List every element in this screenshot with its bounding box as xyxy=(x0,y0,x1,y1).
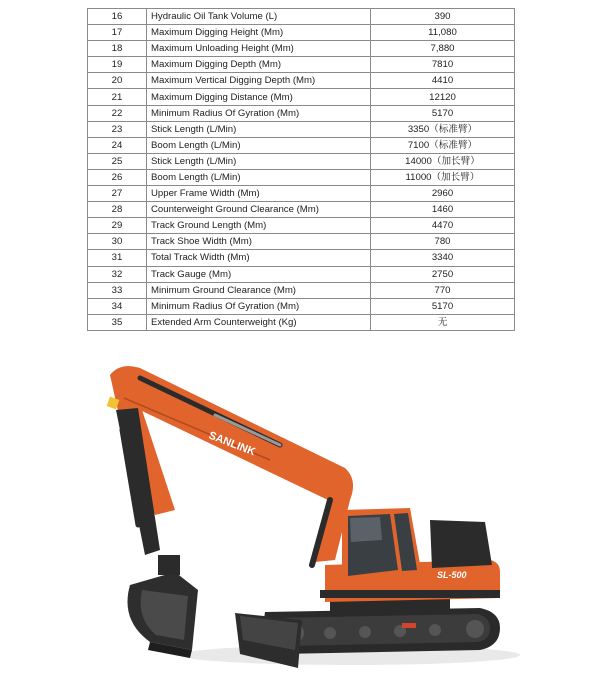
spec-value: 5170 xyxy=(371,298,515,314)
spec-name: Stick Length (L/Min) xyxy=(147,121,371,137)
spec-value: 4410 xyxy=(371,73,515,89)
spec-number: 16 xyxy=(88,9,147,25)
spec-number: 27 xyxy=(88,186,147,202)
spec-row xyxy=(88,282,515,298)
spec-table xyxy=(87,8,515,331)
spec-name: Boom Length (L/Min) xyxy=(147,137,371,153)
spec-row xyxy=(88,169,515,185)
spec-name: Minimum Ground Clearance (Mm) xyxy=(147,282,371,298)
spec-value: 2960 xyxy=(371,186,515,202)
spec-row xyxy=(88,186,515,202)
spec-row xyxy=(88,121,515,137)
track-logo-plate xyxy=(402,623,416,628)
spec-value: 11,080 xyxy=(371,25,515,41)
spec-number: 24 xyxy=(88,137,147,153)
spec-name: Track Gauge (Mm) xyxy=(147,266,371,282)
spec-name: Maximum Digging Distance (Mm) xyxy=(147,89,371,105)
spec-number: 28 xyxy=(88,202,147,218)
spec-name: Upper Frame Width (Mm) xyxy=(147,186,371,202)
spec-number: 30 xyxy=(88,234,147,250)
spec-name: Minimum Radius Of Gyration (Mm) xyxy=(147,298,371,314)
spec-number: 34 xyxy=(88,298,147,314)
spec-number: 25 xyxy=(88,153,147,169)
spec-row xyxy=(88,202,515,218)
spec-number: 20 xyxy=(88,73,147,89)
brand-label: SANLINK xyxy=(206,429,257,459)
spec-name: Maximum Digging Depth (Mm) xyxy=(147,57,371,73)
spec-value: 2750 xyxy=(371,266,515,282)
spec-row xyxy=(88,9,515,25)
spec-number: 21 xyxy=(88,89,147,105)
spec-value: 780 xyxy=(371,234,515,250)
spec-name: Hydraulic Oil Tank Volume (L) xyxy=(147,9,371,25)
spec-row xyxy=(88,25,515,41)
spec-row xyxy=(88,250,515,266)
spec-value: 3340 xyxy=(371,250,515,266)
spec-value: 5170 xyxy=(371,105,515,121)
spec-row xyxy=(88,266,515,282)
spec-name: Stick Length (L/Min) xyxy=(147,153,371,169)
spec-value: 770 xyxy=(371,282,515,298)
spec-number: 22 xyxy=(88,105,147,121)
bucket xyxy=(128,555,199,658)
spec-name: Maximum Vertical Digging Depth (Mm) xyxy=(147,73,371,89)
spec-number: 17 xyxy=(88,25,147,41)
spec-row xyxy=(88,234,515,250)
spec-number: 23 xyxy=(88,121,147,137)
spec-row xyxy=(88,89,515,105)
spec-row xyxy=(88,314,515,330)
spec-row xyxy=(88,57,515,73)
spec-value: 7100（标准臂） xyxy=(371,137,515,153)
spec-value: 14000（加长臂） xyxy=(371,153,515,169)
spec-number: 26 xyxy=(88,169,147,185)
spec-number: 33 xyxy=(88,282,147,298)
spec-row xyxy=(88,73,515,89)
spec-row xyxy=(88,41,515,57)
spec-value: 12120 xyxy=(371,89,515,105)
operator-cab xyxy=(342,508,422,582)
spec-value: 11000（加长臂） xyxy=(371,169,515,185)
spec-row xyxy=(88,137,515,153)
spec-value: 7,880 xyxy=(371,41,515,57)
spec-name: Track Ground Length (Mm) xyxy=(147,218,371,234)
spec-number: 31 xyxy=(88,250,147,266)
spec-row xyxy=(88,153,515,169)
spec-value: 390 xyxy=(371,9,515,25)
spec-value: 4470 xyxy=(371,218,515,234)
spec-name: Counterweight Ground Clearance (Mm) xyxy=(147,202,371,218)
spec-value: 无 xyxy=(371,314,515,330)
spec-name: Maximum Digging Height (Mm) xyxy=(147,25,371,41)
spec-value: 3350（标准臂） xyxy=(371,121,515,137)
spec-name: Maximum Unloading Height (Mm) xyxy=(147,41,371,57)
spec-table-body xyxy=(88,9,515,331)
spec-name: Track Shoe Width (Mm) xyxy=(147,234,371,250)
spec-value: 7810 xyxy=(371,57,515,73)
spec-number: 18 xyxy=(88,41,147,57)
spec-number: 35 xyxy=(88,314,147,330)
spec-row xyxy=(88,105,515,121)
spec-name: Extended Arm Counterweight (Kg) xyxy=(147,314,371,330)
spec-row xyxy=(88,298,515,314)
spec-row xyxy=(88,218,515,234)
spec-name: Boom Length (L/Min) xyxy=(147,169,371,185)
excavator-photo xyxy=(80,350,520,675)
spec-number: 29 xyxy=(88,218,147,234)
spec-name: Total Track Width (Mm) xyxy=(147,250,371,266)
model-label: SL-500 xyxy=(437,570,467,580)
engine-hood xyxy=(430,520,492,568)
spec-value: 1460 xyxy=(371,202,515,218)
spec-name: Minimum Radius Of Gyration (Mm) xyxy=(147,105,371,121)
spec-number: 32 xyxy=(88,266,147,282)
spec-number: 19 xyxy=(88,57,147,73)
